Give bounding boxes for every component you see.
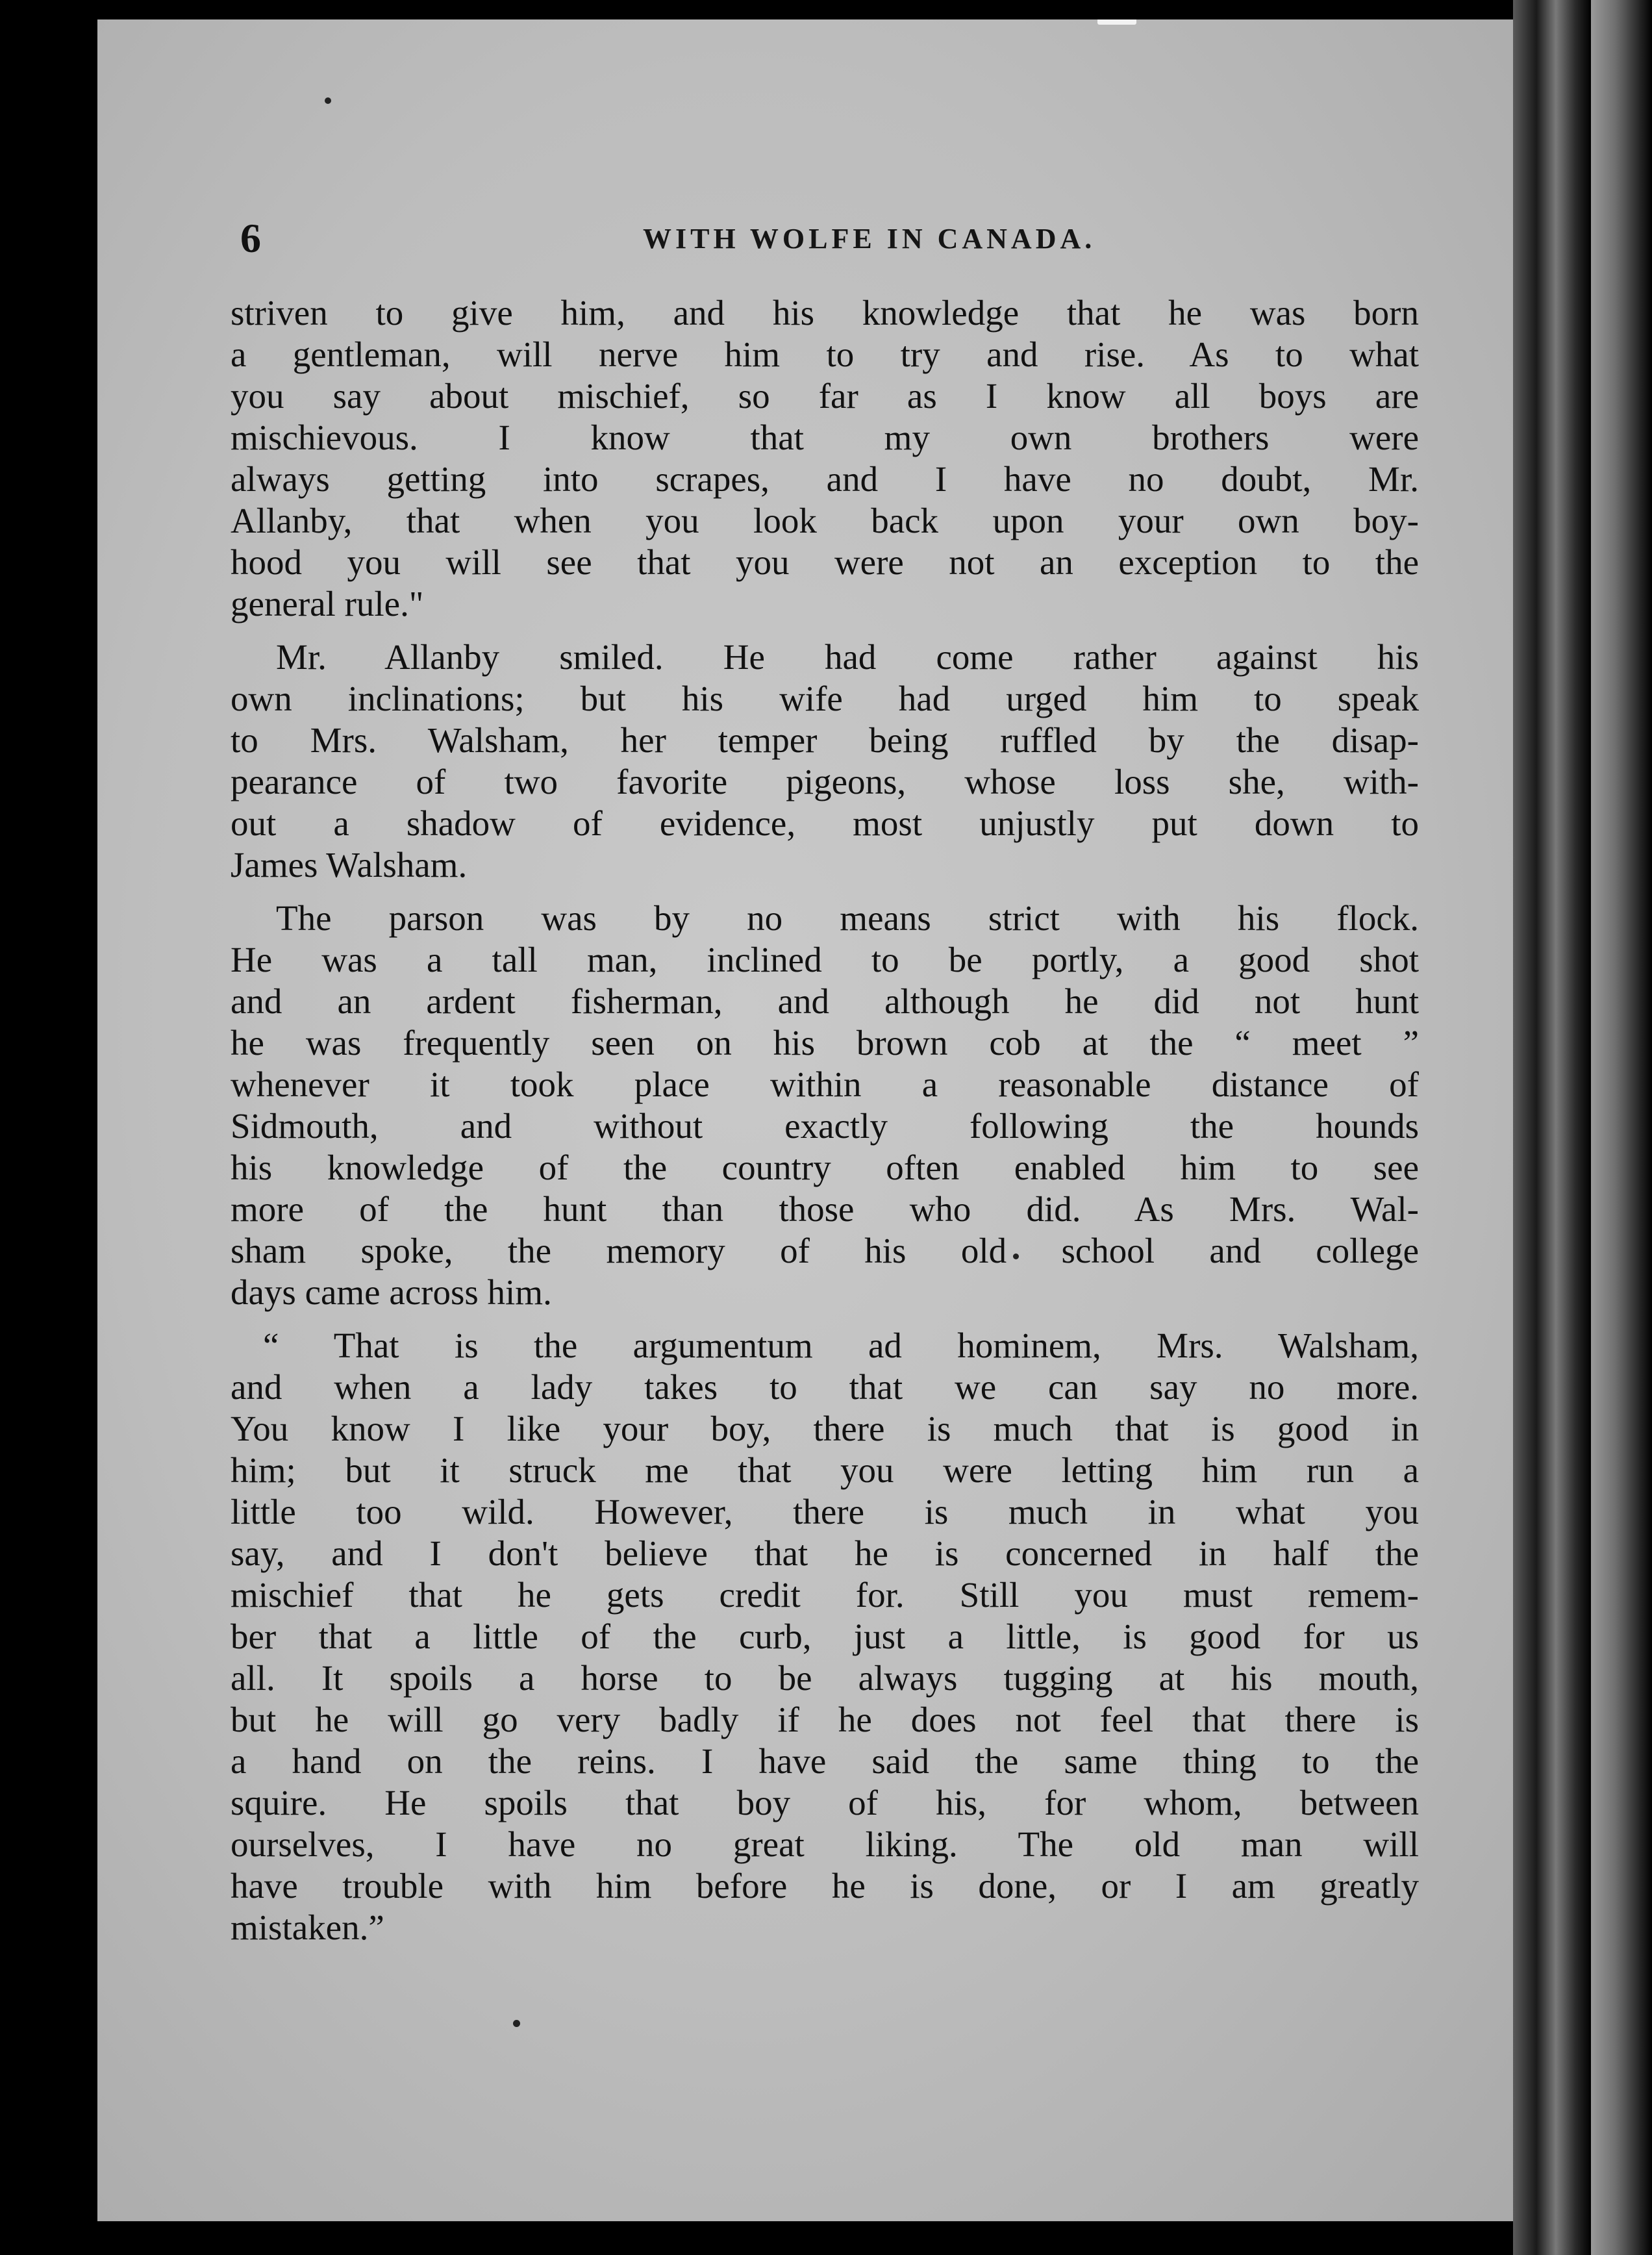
- text-line: mischievous. I know that my own brothers were: [231, 418, 1419, 457]
- text-line: more of the hunt than those who did. As Mrs. Wal-: [231, 1189, 1419, 1229]
- text-line: You know I like your boy, there is much that is good in: [231, 1409, 1419, 1448]
- text-line: ourselves, I have no great liking. The old man will: [231, 1824, 1419, 1864]
- text-line: always getting into scrapes, and I have no doubt, Mr.: [231, 459, 1419, 499]
- text-line: mistaken.”: [231, 1908, 384, 1947]
- text-line: a hand on the reins. I have said the same thing to the: [231, 1741, 1419, 1781]
- text-line: his knowledge of the country often enabled him to see: [231, 1148, 1419, 1187]
- paragraph: [231, 292, 1419, 625]
- paragraph: [231, 939, 1419, 1313]
- text-line: to Mrs. Walsham, her temper being ruffled by the disap-: [231, 720, 1419, 760]
- running-head: [240, 214, 1442, 266]
- text-line: He was a tall man, inclined to be portly, a good shot: [231, 940, 1419, 979]
- text-line: mischief that he gets credit for. Still you must remem-: [231, 1575, 1419, 1615]
- text-line: pearance of two favorite pigeons, whose loss she, with-: [231, 762, 1419, 801]
- paragraph: [231, 898, 1419, 939]
- text-line: hood you will see that you were not an exception to the: [231, 542, 1419, 582]
- text-line: own inclinations; but his wife had urged him to speak: [231, 679, 1419, 718]
- text-line: you say about mischief, so far as I know all boys are: [231, 376, 1419, 416]
- text-line: “ That is the argumentum ad hominem, Mrs. Walsham,: [263, 1326, 1419, 1365]
- text-line: Sidmouth, and without exactly following the hounds: [231, 1106, 1419, 1146]
- book-page: [97, 19, 1533, 2221]
- text-line: general rule.": [231, 584, 424, 624]
- running-title: WITH WOLFE IN CANADA.: [643, 223, 1096, 255]
- text-line: ber that a little of the curb, just a little, is good for us: [231, 1617, 1419, 1656]
- paragraph: [231, 1367, 1419, 1948]
- text-line: Mr. Allanby smiled. He had come rather against his: [276, 637, 1419, 677]
- text-line: James Walsham.: [231, 845, 468, 885]
- ink-speck: [1097, 19, 1136, 25]
- text-line: The parson was by no means strict with his flock.: [276, 898, 1419, 938]
- text-line: days came across him.: [231, 1272, 552, 1312]
- text-line: all. It spoils a horse to be always tugging at his mouth,: [231, 1658, 1419, 1698]
- text-line: sham spoke, the memory of his old school and college: [231, 1231, 1419, 1270]
- paragraph: [231, 636, 1419, 678]
- text-line: and when a lady takes to that we can say no more.: [231, 1367, 1419, 1407]
- text-line: striven to give him, and his knowledge that he was born: [231, 293, 1419, 333]
- text-line: and an ardent fisherman, and although he did not hunt: [231, 981, 1419, 1021]
- text-line: him; but it struck me that you were letting him run a: [231, 1450, 1419, 1490]
- paragraph: [231, 1325, 1419, 1367]
- ink-speck: [513, 2020, 520, 2027]
- text-line: he was frequently seen on his brown cob at the “ meet ”: [231, 1023, 1419, 1063]
- book-gutter: [1513, 0, 1591, 2255]
- page-edge: [1591, 0, 1652, 2255]
- text-line: Allanby, that when you look back upon your own boy-: [231, 501, 1419, 540]
- text-line: out a shadow of evidence, most unjustly put down to: [231, 803, 1419, 843]
- text-line: but he will go very badly if he does not feel that there is: [231, 1700, 1419, 1739]
- text-line: say, and I don't believe that he is concerned in half the: [231, 1533, 1419, 1573]
- text-line: whenever it took place within a reasonable distance of: [231, 1065, 1419, 1104]
- ink-speck: [325, 97, 331, 104]
- page-number: 6: [240, 215, 261, 261]
- text-line: have trouble with him before he is done, or I am greatly: [231, 1866, 1419, 1906]
- body-text: [231, 292, 1419, 1948]
- text-line: squire. He spoils that boy of his, for whom, between: [231, 1783, 1419, 1822]
- text-line: a gentleman, will nerve him to try and rise. As to what: [231, 334, 1419, 374]
- text-line: little too wild. However, there is much in what you: [231, 1492, 1419, 1531]
- paragraph: [231, 678, 1419, 886]
